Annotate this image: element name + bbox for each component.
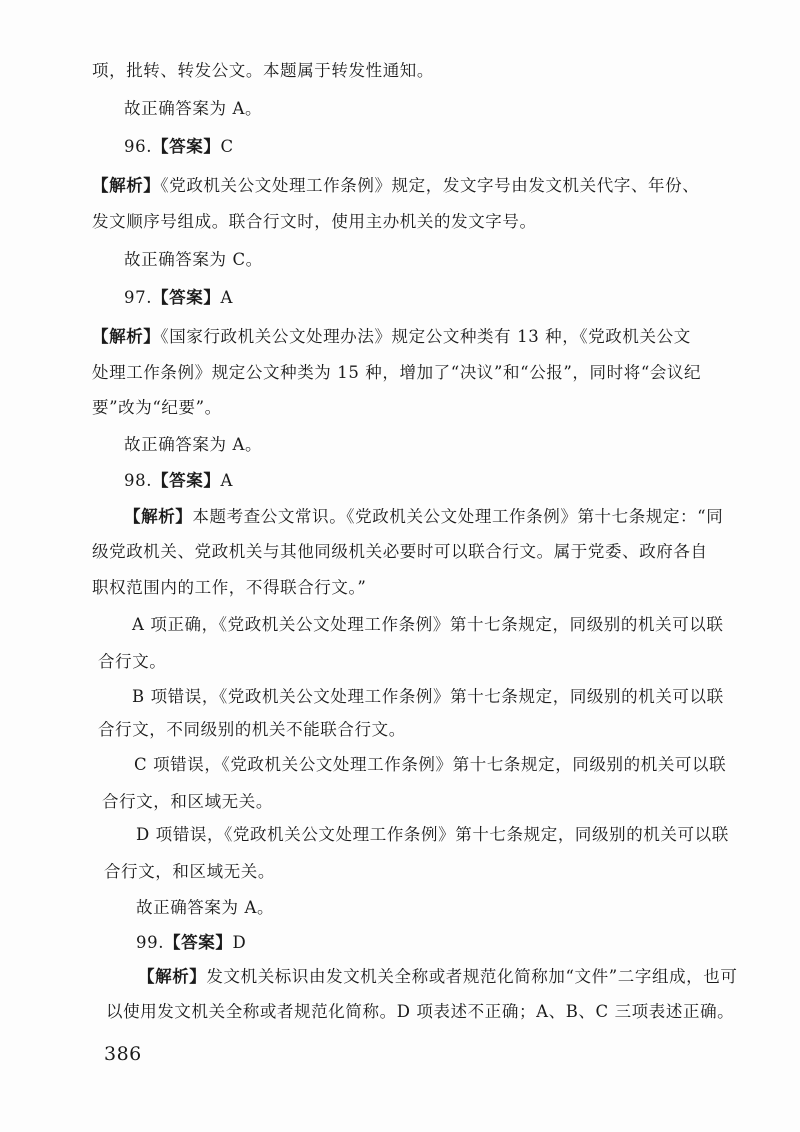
line-text: 级党政机关、党政机关与其他同级机关必要时可以联合行文。属于党委、政府各自 [92, 542, 708, 561]
option-c-analysis [134, 753, 726, 777]
text-line [106, 1000, 734, 1024]
answer-value: D [232, 933, 247, 952]
line-text: 合行文，不同级别的机关不能联合行文。 [98, 720, 406, 739]
text-line [102, 790, 273, 814]
line-text: 项，批转、转发公文。本题属于转发性通知。 [92, 61, 434, 80]
text-line [92, 396, 222, 420]
analysis-line [92, 174, 699, 198]
line-text: C 项错误，《党政机关公文处理工作条例》第十七条规定，同级别的机关可以联 [134, 755, 727, 774]
answer-heading-97 [124, 286, 233, 310]
line-text: 职权范围内的工作，不得联合行文。” [92, 578, 367, 597]
analysis-tag: 【解析】 [92, 176, 161, 195]
line-text: D 项错误，《党政机关公文处理工作条例》第十七条规定，同级别的机关可以联 [136, 825, 729, 844]
answer-value: C [220, 137, 234, 156]
answer-conclusion [124, 248, 263, 272]
page-number: 386 [104, 1043, 142, 1065]
line-text: 合行文。 [98, 652, 167, 671]
line-text: 合行文，和区域无关。 [104, 862, 275, 881]
question-number: 97. [124, 288, 153, 307]
text-line [92, 59, 434, 83]
text-line [92, 576, 366, 600]
answer-tag: 【答案】 [152, 137, 221, 156]
option-b-analysis [132, 685, 724, 709]
answer-tag: 【答案】 [164, 933, 233, 952]
line-text: A 项正确，《党政机关公文处理工作条例》第十七条规定，同级别的机关可以联 [132, 615, 724, 634]
answer-tag: 【答案】 [152, 471, 221, 490]
question-number: 99. [136, 933, 165, 952]
line-text: 故正确答案为 C。 [124, 250, 263, 269]
line-text: 处理工作条例》规定公文种类为 15 种，增加了“决议”和“公报”，同时将“会议纪 [92, 363, 702, 382]
text-line [98, 650, 166, 674]
line-text: 本题考查公文常识。《党政机关公文处理工作条例》第十七条规定：“同 [192, 507, 724, 526]
answer-heading-99 [136, 931, 246, 955]
analysis-line [92, 325, 691, 349]
analysis-line [138, 965, 737, 989]
line-text: 故正确答案为 A。 [124, 99, 263, 118]
question-number: 98. [124, 471, 153, 490]
line-text: 以使用发文机关全称或者规范化简称。D 项表述不正确；A、B、C 三项表述正确。 [106, 1002, 735, 1021]
line-text: 合行文，和区域无关。 [102, 792, 273, 811]
analysis-line [124, 505, 723, 529]
answer-value: A [220, 471, 233, 490]
question-number: 96. [124, 137, 153, 156]
text-line [92, 210, 537, 234]
option-d-analysis [136, 823, 729, 847]
answer-value: A [220, 288, 233, 307]
line-text: 要”改为“纪要”。 [92, 398, 222, 417]
line-text: 发文顺序号组成。联合行文时，使用主办机关的发文字号。 [92, 212, 537, 231]
line-text: 发文机关标识由发文机关全称或者规范化简称加“文件”二字组成，也可 [206, 967, 738, 986]
text-line [104, 860, 275, 884]
answer-tag: 【答案】 [152, 288, 221, 307]
analysis-tag: 【解析】 [124, 507, 193, 526]
analysis-tag: 【解析】 [92, 327, 161, 346]
answer-conclusion [124, 433, 262, 457]
answer-conclusion [124, 97, 262, 121]
line-text: 故正确答案为 A。 [124, 435, 263, 454]
text-line [98, 718, 406, 742]
option-a-analysis [132, 613, 724, 637]
answer-heading-96 [124, 135, 234, 159]
answer-conclusion [136, 896, 274, 920]
answer-heading-98 [124, 469, 233, 493]
analysis-tag: 【解析】 [138, 967, 207, 986]
line-text: 《党政机关公文处理工作条例》规定，发文字号由发文机关代字、年份、 [160, 176, 700, 195]
line-text: B 项错误，《党政机关公文处理工作条例》第十七条规定，同级别的机关可以联 [132, 687, 724, 706]
line-text: 故正确答案为 A。 [136, 898, 275, 917]
text-line [92, 540, 708, 564]
line-text: 《国家行政机关公文处理办法》规定公文种类有 13 种，《党政机关公文 [160, 327, 691, 346]
text-line [92, 361, 701, 385]
